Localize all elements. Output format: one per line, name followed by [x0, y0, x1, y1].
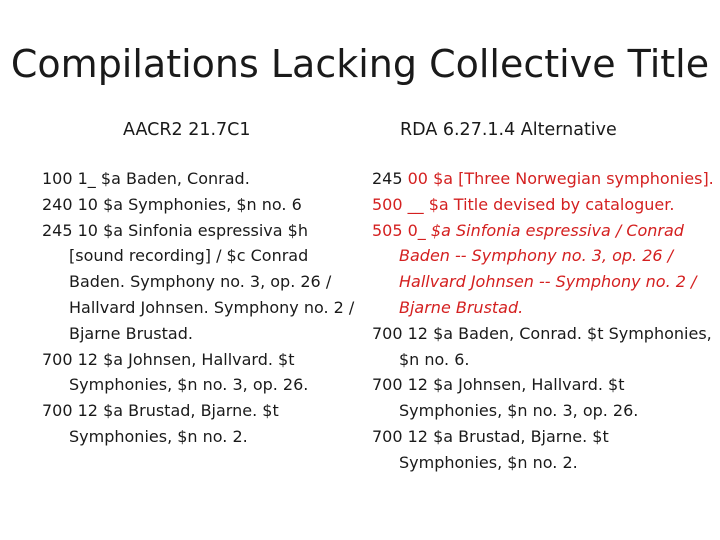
slide-title: Compilations Lacking Collective Title — [10, 42, 710, 86]
rda-field-700-johnsen: 700 12 $a Johnsen, Hallvard. $t Symphonies, $n no. 3, op. 26. — [372, 375, 639, 421]
rda-heading: RDA 6.27.1.4 Alternative — [400, 120, 617, 140]
aacr2-field-240: 240 10 $a Symphonies, $n no. 6 — [42, 194, 302, 214]
rda-field-245 — [372, 166, 714, 192]
rda-245-text: $a [Three Norwegian symphonies]. — [427, 169, 714, 188]
aacr2-heading: AACR2 21.7C1 — [123, 120, 251, 140]
rda-field-700-brustad: 700 12 $a Brustad, Bjarne. $t Symphonies, $n no. 2. — [372, 426, 609, 472]
aacr2-field-245: 245 10 $a Sinfonia espressiva $h [sound recording] / $c Conrad Baden. Symphony no. 3, op. 26 / Hallvard Johnsen. Symphony no. 2 / Bjarne Brustad. — [42, 220, 355, 343]
aacr2-record — [42, 166, 360, 450]
aacr2-field-100: 100 1_ $a Baden, Conrad. — [42, 169, 250, 188]
rda-field-500 — [372, 192, 714, 218]
rda-record — [372, 166, 714, 476]
aacr2-field-700-johnsen: 700 12 $a Johnsen, Hallvard. $t Symphonies, $n no. 3, op. 26. — [42, 349, 309, 395]
rda-245-indicators: 00 — [407, 169, 428, 188]
aacr2-field-700-brustad: 700 12 $a Brustad, Bjarne. $t Symphonies, $n no. 2. — [42, 401, 279, 446]
rda-500-text: __ $a Title devised by cataloguer. — [402, 194, 675, 214]
rda-245-tag: 245 — [372, 169, 408, 188]
rda-505-tag: 505 0_ — [372, 220, 431, 240]
rda-505-text: $a Sinfonia espressiva / Conrad Baden -- Symphony no. 3, op. 26 / Hallvard Johnsen -- Symphony no. 2 / Bjarne Brustad. — [399, 220, 697, 317]
rda-field-700-baden: 700 12 $a Baden, Conrad. $t Symphonies, $n no. 6. — [372, 323, 712, 369]
rda-field-505 — [372, 218, 714, 321]
rda-500-tag: 500 — [372, 194, 403, 214]
